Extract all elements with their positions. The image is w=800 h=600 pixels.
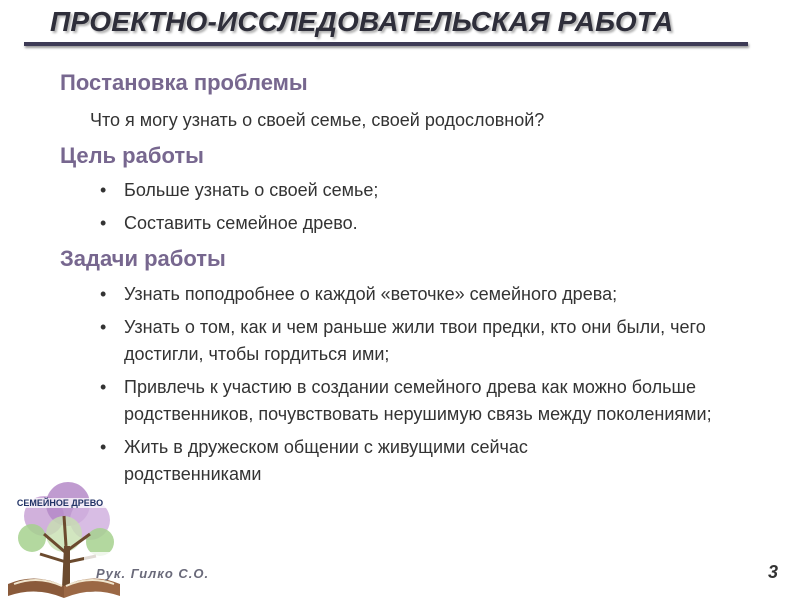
- bullet-icon: •: [100, 284, 107, 304]
- bullet-icon: •: [100, 213, 107, 233]
- title-underline: [24, 42, 748, 46]
- bullet-icon: •: [100, 437, 107, 457]
- author-credit: Рук. Гилко С.О.: [96, 566, 210, 581]
- bullet-icon: •: [100, 180, 107, 200]
- heading-problem: Постановка проблемы: [60, 70, 308, 95]
- bullet-icon: •: [100, 317, 107, 337]
- family-tree-book-icon: [4, 476, 124, 600]
- tasks-list: [96, 281, 796, 488]
- bullet-icon: •: [100, 377, 107, 397]
- list-item: • Жить в дружеском общении с живущими сейчас родственниками: [96, 434, 644, 488]
- goal-list: [96, 177, 796, 237]
- logo-caption: СЕМЕЙНОЕ ДРЕВО: [10, 498, 110, 508]
- heading-goal: Цель работы: [60, 143, 204, 168]
- list-item: • Узнать о том, как и чем раньше жили твои предки, кто они были, чего достигли, чтобы гордиться ими;: [96, 314, 724, 368]
- list-item: • Узнать поподробнее о каждой «веточке» семейного древа;: [96, 281, 796, 308]
- list-item: • Составить семейное древо.: [96, 210, 796, 237]
- problem-text: Что я могу узнать о своей семье, своей родословной?: [90, 110, 545, 130]
- slide-title: ПРОЕКТНО-ИССЛЕДОВАТЕЛЬСКАЯ РАБОТА: [50, 6, 674, 37]
- heading-tasks: Задачи работы: [60, 246, 226, 271]
- page-number: 3: [768, 562, 779, 582]
- list-item: • Больше узнать о своей семье;: [96, 177, 796, 204]
- list-item: • Привлечь к участию в создании семейного древа как можно больше родственников, почувствовать нерушимую связь между поколениями;: [96, 374, 796, 428]
